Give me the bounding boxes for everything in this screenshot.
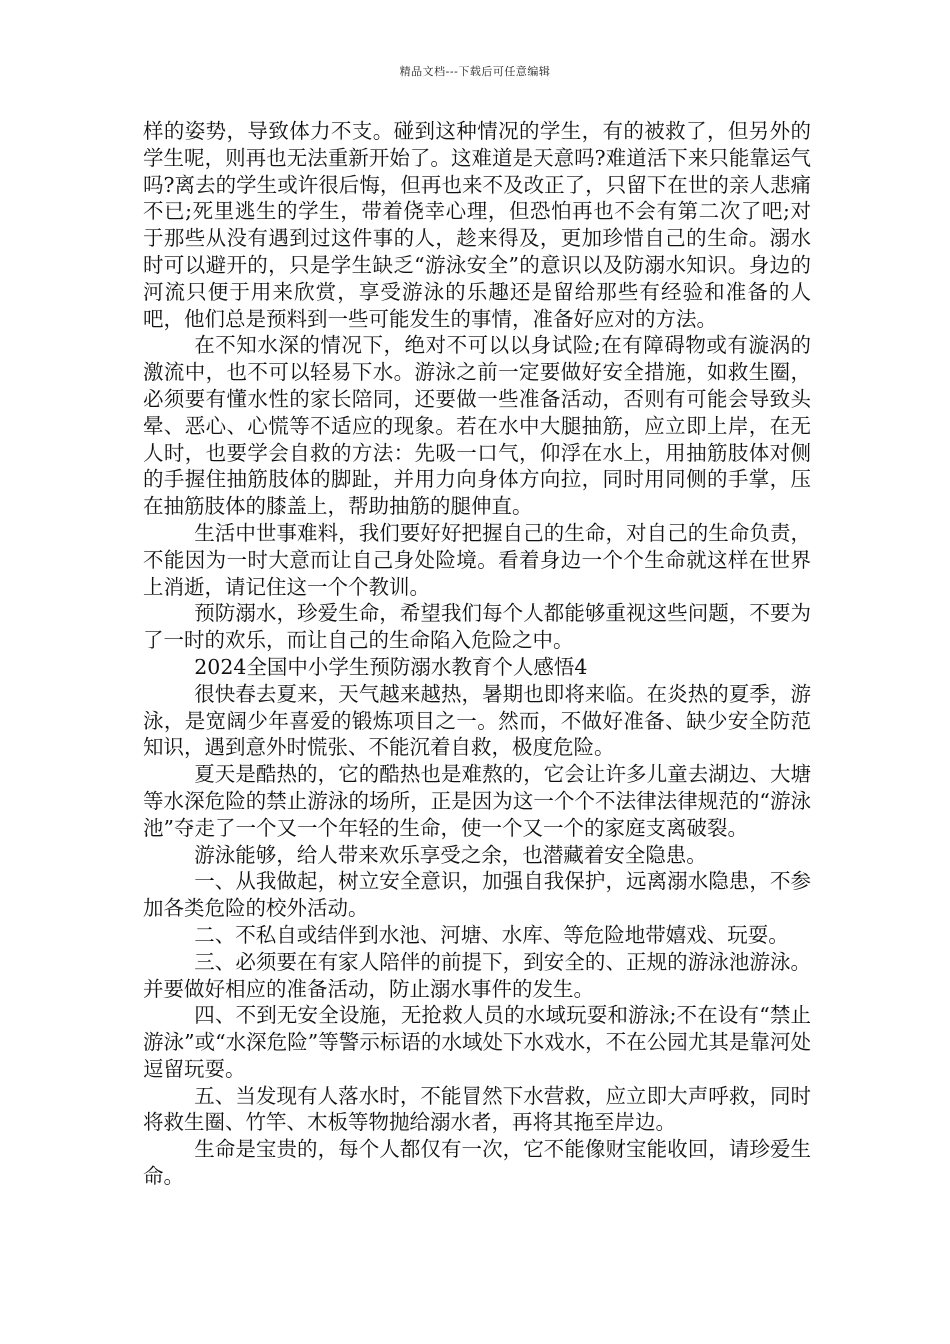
paragraph: 样的姿势，导致体力不支。碰到这种情况的学生，有的被救了，但另外的学生呢，则再也无法重新开始了。这难道是天意吗?难道活下来只能靠运气吗?离去的学生或许很后悔，但再也来不及改正了，只留下在世的亲人悲痛不已;死里逃生的学生，带着侥幸心理，但恐怕再也不会有第二次了吧;对于那些从没有遇到过这件事的人，趁来得及，更加珍惜自己的生命。溺水时可以避开的，只是学生缺乏“游泳安全”的意识以及防溺水知识。身边的河流只便于用来欣赏，享受游泳的乐趣还是留给那些有经验和准备的人吧，他们总是预料到一些可能发生的事情，准备好应对的方法。	[143, 119, 811, 331]
paragraph: 生命是宝贵的，每个人都仅有一次，它不能像财宝能收回，请珍爱生命。	[143, 1137, 811, 1189]
paragraph: 很快春去夏来，天气越来越热，暑期也即将来临。在炎热的夏季，游泳，是宽阔少年喜爱的锻炼项目之一。然而，不做好准备、缺少安全防范知识，遇到意外时慌张、不能沉着自救，极度危险。	[143, 681, 811, 760]
paragraph: 游泳能够，给人带来欢乐享受之余，也潜藏着安全隐患。	[194, 842, 707, 867]
page-header: 精品文档---下载后可任意编辑	[399, 65, 551, 78]
paragraph: 三、必须要在有家人陪伴的前提下，到安全的、正规的游泳池游泳。并要做好相应的准备活动，防止溺水事件的发生。	[143, 949, 811, 1001]
paragraph: 在不知水深的情况下，绝对不可以以身试险;在有障碍物或有漩涡的激流中，也不可以轻易下水。游泳之前一定要做好安全措施，如救生圈，必须要有懂水性的家长陪同，还要做一些准备活动，否则有可能会导致头晕、恶心、心慌等不适应的现象。若在水中大腿抽筋，应立即上岸，在无人时，也要学会自救的方法：先吸一口气，仰浮在水上，用抽筋肢体对侧的手握住抽筋肢体的脚趾，并用力向身体方向拉，同时用同侧的手掌，压在抽筋肢体的膝盖上，帮助抽筋的腿伸直。	[143, 333, 811, 519]
paragraph: 生活中世事难料，我们要好好把握自己的生命，对自己的生命负责，不能因为一时大意而让自己身处险境。看着身边一个个生命就这样在世界上消逝，请记住这一个个教训。	[143, 520, 811, 599]
paragraph: 夏天是酷热的，它的酷热也是难熬的，它会让许多儿童去湖边、大塘等水深危险的禁止游泳的场所，正是因为这一个个不法律法律规范的“游泳池”夺走了一个又一个年轻的生命，使一个又一个的家庭支离破裂。	[143, 762, 811, 840]
paragraph: 预防溺水，珍爱生命，希望我们每个人都能够重视这些问题，不要为了一时的欢乐，而让自己的生命陷入危险之中。	[143, 601, 811, 653]
paragraph: 一、从我做起，树立安全意识，加强自我保护，远离溺水隐患，不参加各类危险的校外活动。	[143, 869, 811, 921]
paragraph: 四、不到无安全设施，无抢救人员的水域玩耍和游泳;不在设有“禁止游泳”或“水深危险”等警示标语的水域处下水戏水，不在公园尤其是靠河处逗留玩耍。	[143, 1003, 811, 1081]
paragraph: 二、不私自或结伴到水池、河塘、水库、等危险地带嬉戏、玩耍。	[194, 922, 789, 947]
paragraph: 五、当发现有人落水时，不能冒然下水营救，应立即大声呼救，同时将救生圈、竹竿、木板等物抛给溺水者，再将其拖至岸边。	[143, 1083, 811, 1135]
document-body	[143, 118, 811, 1190]
paragraph: 2024全国中小学生预防溺水教育个人感悟4	[194, 654, 588, 679]
